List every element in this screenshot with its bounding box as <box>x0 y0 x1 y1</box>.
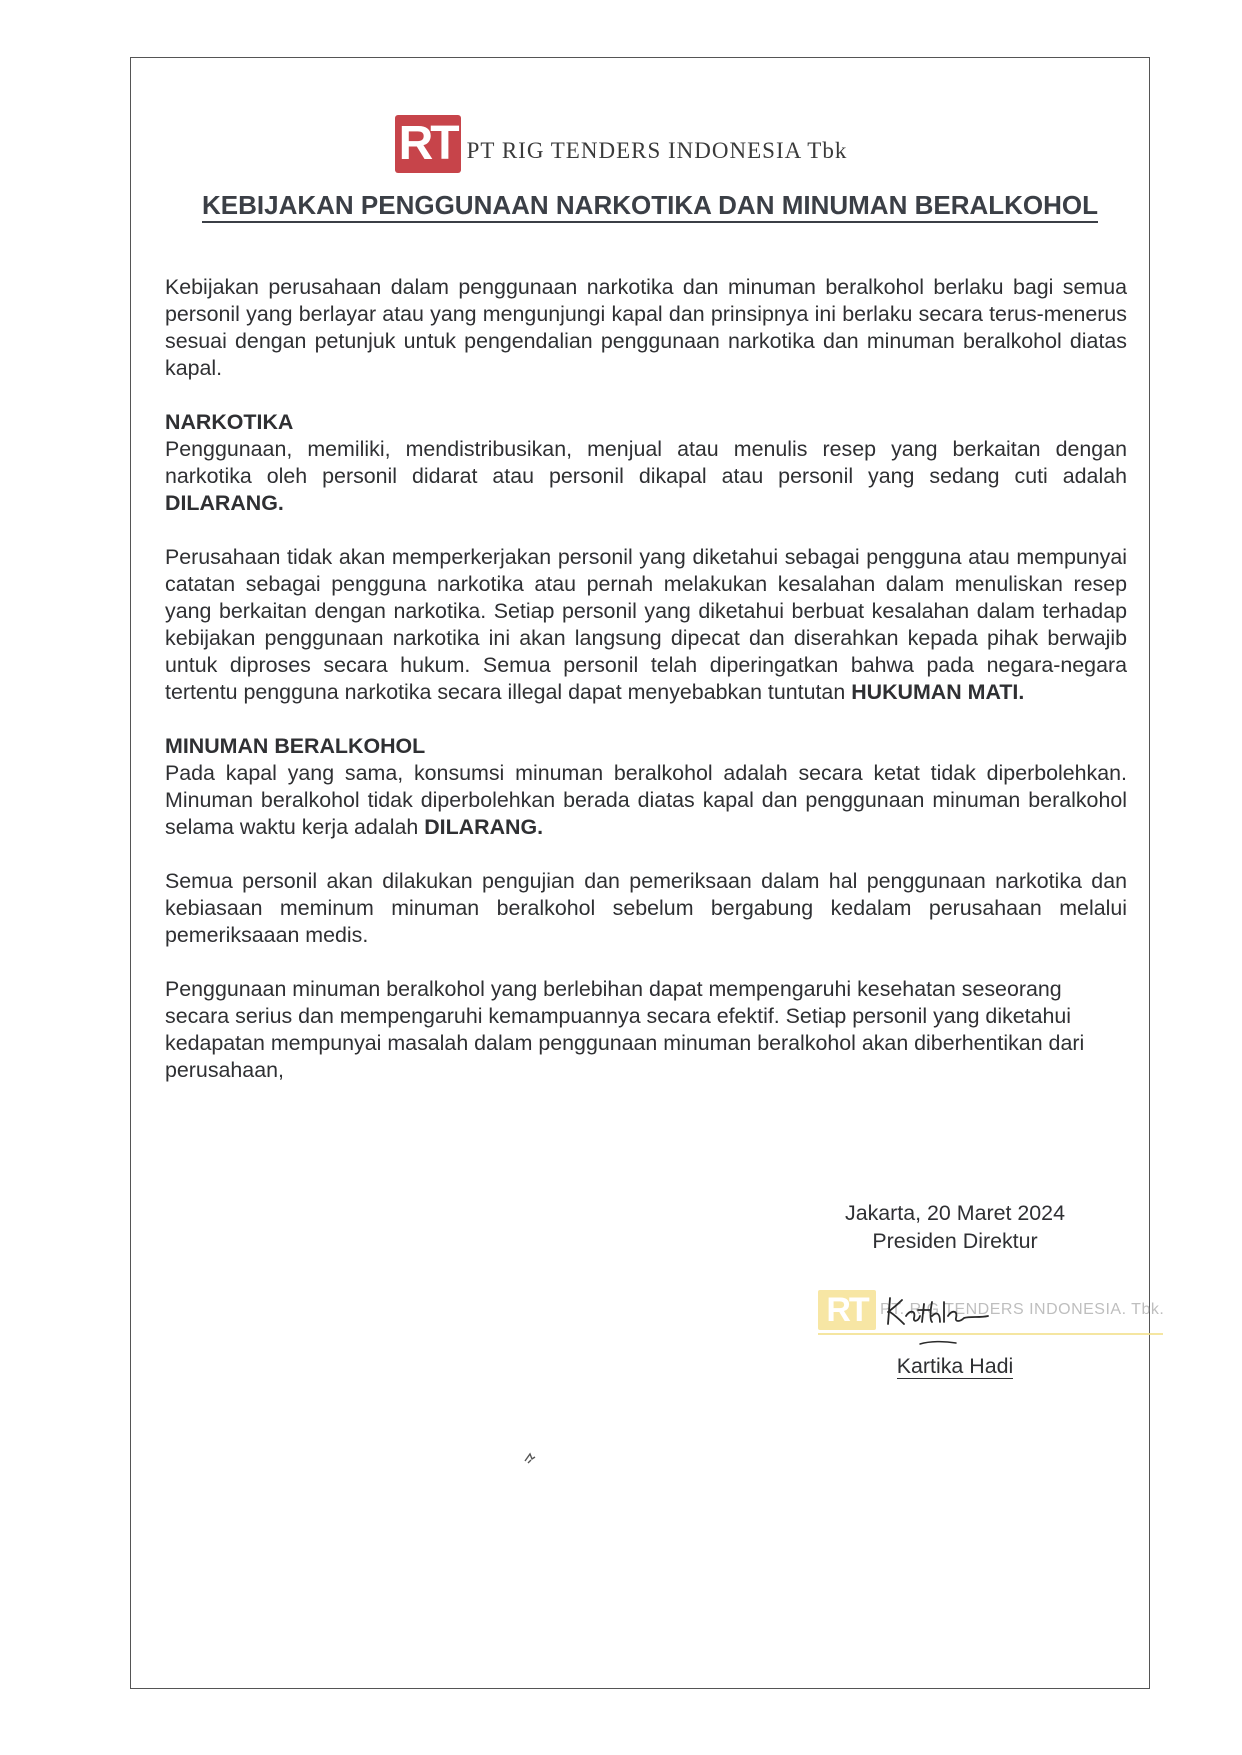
alkohol-paragraph-1 <box>165 760 1127 841</box>
alkohol-p1-text: Pada kapal yang sama, konsumsi minuman beralkohol adalah secara ketat tidak diperbolehkan. Minuman beralkohol tidak diperbolehkan berada diatas kapal dan penggunaan minuman beralkohol selama waktu kerja adalah <box>165 761 1127 839</box>
narkotika-p1-text: Penggunaan, memiliki, mendistribusikan, menjual atau menulis resep yang berkaitan dengan narkotika oleh personil didarat atau personil dikapal atau personil yang sedang cuti adalah <box>165 437 1127 488</box>
narkotika-p1-emphasis: DILARANG. <box>165 491 284 515</box>
handwritten-signature <box>884 1294 994 1330</box>
closing-block <box>820 1199 1090 1255</box>
narkotika-paragraph-1 <box>165 436 1127 517</box>
section-heading-alkohol: MINUMAN BERALKOHOL <box>165 734 426 758</box>
document-title <box>0 190 1242 221</box>
document-body <box>165 274 1127 1084</box>
intro-paragraph: Kebijakan perusahaan dalam penggunaan narkotika dan minuman beralkohol berlaku bagi semua personil yang berlayar atau yang mengunjungi kapal dan prinsipnya ini berlaku secara terus-menerus sesuai dengan petunjuk untuk pengendalian penggunaan narkotika dan minuman beralkohol diatas kapal. <box>165 275 1127 380</box>
alkohol-paragraph-2: Semua personil akan dilakukan pengujian dan pemeriksaan dalam hal penggunaan narkotika dan kebiasaan meminum minuman beralkohol sebelum bergabung kedalam perusahaan melalui pemeriksaaan medis. <box>165 869 1127 947</box>
company-logo: RT <box>395 115 461 173</box>
alkohol-p1-emphasis: DILARANG. <box>424 815 544 839</box>
signer-position: Presiden Direktur <box>872 1229 1038 1253</box>
signature-stroke <box>918 1340 958 1346</box>
stamp-logo: RT <box>818 1290 876 1330</box>
stamp-underline <box>818 1333 1163 1335</box>
alkohol-paragraph-3: Penggunaan minuman beralkohol yang berlebihan dapat mempengaruhi kesehatan seseorang secara serius dan mempengaruhi kemampuannya secara efektif. Setiap personil yang diketahui kedapatan mempunyai masalah dalam penggunaan minuman beralkohol akan diberhentikan dari perusahaan, <box>165 977 1085 1082</box>
document-title-text: KEBIJAKAN PENGGUNAAN NARKOTIKA DAN MINUMAN BERALKOHOL <box>202 190 1098 223</box>
place-date: Jakarta, 20 Maret 2024 <box>845 1201 1065 1225</box>
scan-speck <box>522 1451 538 1465</box>
company-name: PT RIG TENDERS INDONESIA Tbk <box>466 138 848 163</box>
stamp-text: PT. RIG TENDERS INDONESIA. Tbk. <box>880 1301 1165 1318</box>
narkotika-paragraph-2 <box>165 544 1127 706</box>
signer-name: Kartika Hadi <box>896 1354 1014 1378</box>
letterhead <box>0 115 1242 173</box>
signer-block <box>820 1354 1090 1379</box>
narkotika-p2-emphasis: HUKUMAN MATI. <box>851 680 1025 704</box>
narkotika-p2-text: Perusahaan tidak akan memperkerjakan personil yang diketahui sebagai pengguna atau mempunyai catatan sebagai pengguna narkotika atau pernah melakukan kesalahan dalam menuliskan resep yang berkaitan dengan narkotika. Setiap personil yang diketahui berbuat kesalahan dalam terhadap kebijakan penggunaan narkotika ini akan langsung dipecat dan diserahkan kepada pihak berwajib untuk diproses secara hukum. Semua personil telah diperingatkan bahwa pada negara-negara tertentu pengguna narkotika secara illegal dapat menyebabkan tuntutan <box>165 545 1127 704</box>
section-heading-narkotika: NARKOTIKA <box>165 410 294 434</box>
